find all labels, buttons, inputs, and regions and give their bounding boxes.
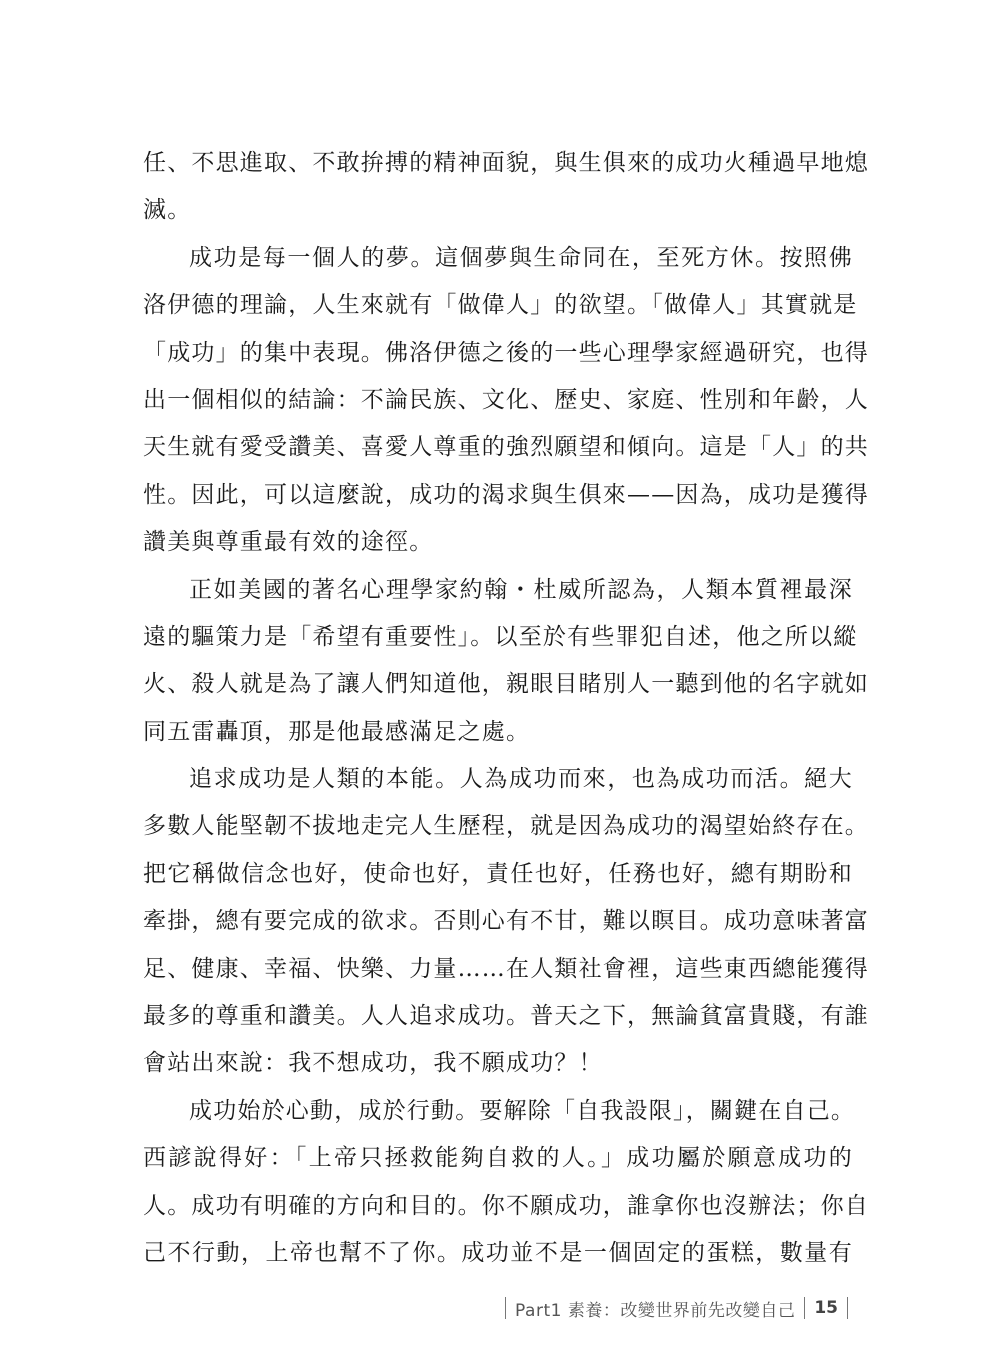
footer-divider bbox=[847, 1297, 848, 1319]
text-line: 遠的驅策力是「希望有重要性」。以至於有些罪犯自述，他之所以縱 bbox=[143, 623, 858, 650]
body-text bbox=[143, 140, 869, 1277]
text-line: 足、健康、幸福、快樂、力量……在人類社會裡，這些東西總能獲得 bbox=[143, 955, 869, 982]
text-line: 洛伊德的理論，人生來就有「做偉人」的欲望。「做偉人」其實就是 bbox=[143, 292, 858, 319]
text-line: 會站出來說：我不想成功，我不願成功？！ bbox=[143, 1050, 603, 1077]
text-line: 性。因此，可以這麼說，成功的渴求與生俱來——因為，成功是獲得 bbox=[143, 481, 869, 508]
text-line: 同五雷轟頂，那是他最感滿足之處。 bbox=[143, 718, 531, 745]
text-line: 追求成功是人類的本能。人為成功而來，也為成功而活。絕大 bbox=[189, 766, 853, 793]
footer-divider bbox=[804, 1297, 805, 1319]
text-line: 滅。 bbox=[143, 197, 192, 224]
text-line: 天生就有愛受讚美、喜愛人尊重的強烈願望和傾向。這是「人」的共 bbox=[143, 434, 869, 461]
text-line: 正如美國的著名心理學家約翰・杜威所認為，人類本質裡最深 bbox=[189, 576, 853, 603]
text-line: 火、殺人就是為了讓人們知道他，親眼目睹別人一聽到他的名字就如 bbox=[143, 671, 869, 698]
text-line: 最多的尊重和讚美。人人追求成功。普天之下，無論貧富貴賤，有誰 bbox=[143, 1003, 869, 1030]
text-line: 「成功」的集中表現。佛洛伊德之後的一些心理學家經過研究，也得 bbox=[143, 339, 869, 366]
text-line: 任、不思進取、不敢拚搏的精神面貌，與生俱來的成功火種過早地熄 bbox=[143, 150, 869, 176]
text-line: 出一個相似的結論：不論民族、文化、歷史、家庭、性別和年齡，人 bbox=[143, 386, 869, 413]
text-line: 西諺說得好：「上帝只拯救能夠自救的人。」成功屬於願意成功的 bbox=[143, 1145, 853, 1172]
text-line: 把它稱做信念也好，使命也好，責任也好，任務也好，總有期盼和 bbox=[143, 860, 853, 887]
text-line: 多數人能堅韌不拔地走完人生歷程，就是因為成功的渴望始終存在。 bbox=[143, 813, 869, 840]
text-line: 人。成功有明確的方向和目的。你不願成功，誰拿你也沒辦法；你自 bbox=[143, 1192, 869, 1219]
page-number: 15 bbox=[814, 1298, 838, 1318]
text-line: 讚美與尊重最有效的途徑。 bbox=[143, 529, 434, 556]
page-footer bbox=[0, 1293, 857, 1323]
text-line: 成功是每一個人的夢。這個夢與生命同在，至死方休。按照佛 bbox=[189, 244, 853, 271]
text-line: 己不行動，上帝也幫不了你。成功並不是一個固定的蛋糕，數量有 bbox=[143, 1239, 853, 1266]
text-line: 牽掛，總有要完成的欲求。否則心有不甘，難以瞑目。成功意味著富 bbox=[143, 908, 869, 935]
text-line: 成功始於心動，成於行動。要解除「自我設限」，關鍵在自己。 bbox=[189, 1097, 856, 1124]
footer-section-title: Part1 素養：改變世界前先改變自己 bbox=[515, 1300, 796, 1321]
footer-divider bbox=[505, 1297, 506, 1319]
